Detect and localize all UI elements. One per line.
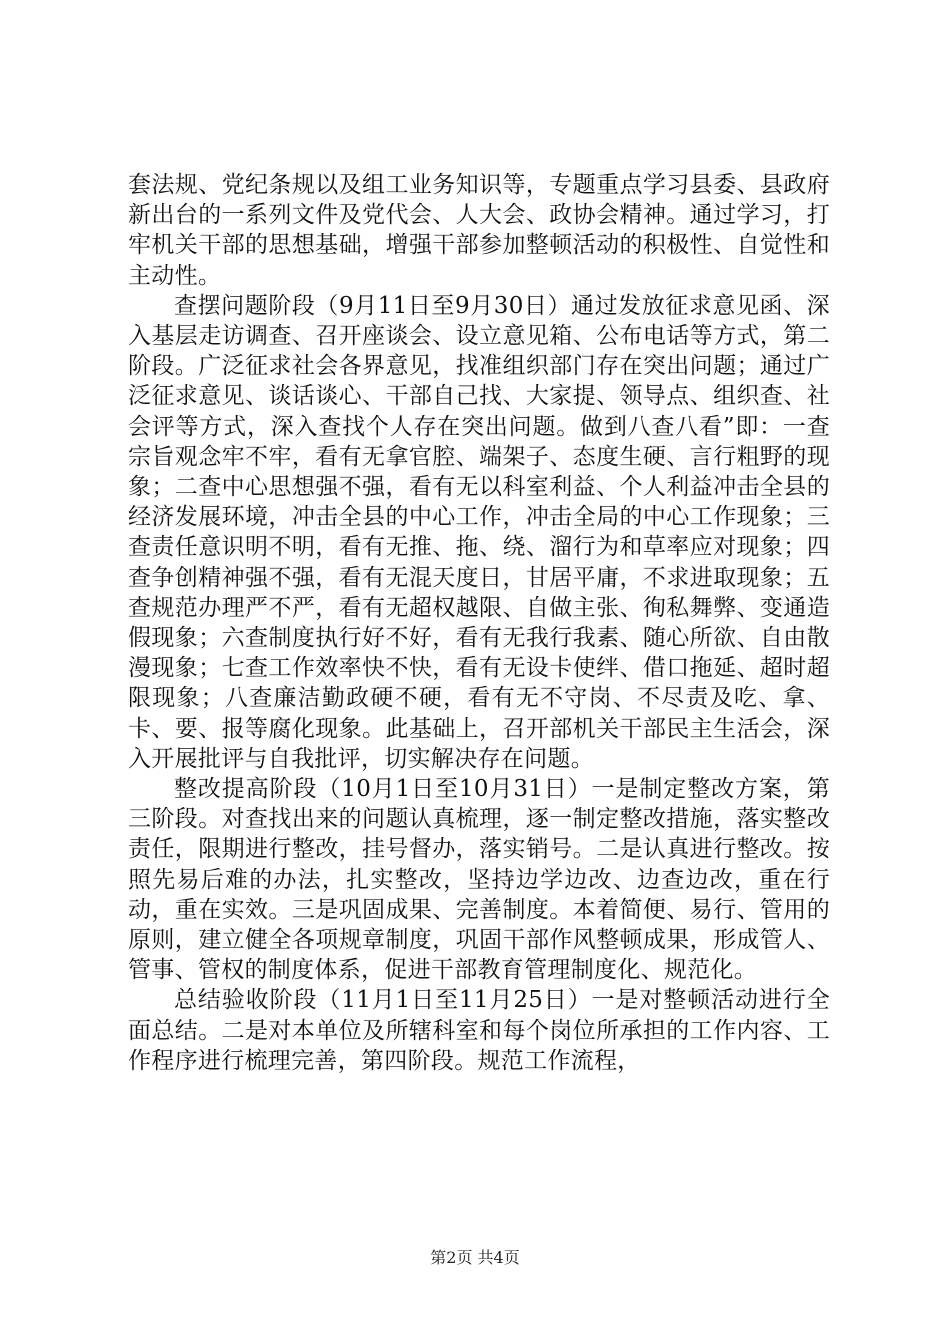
paragraph-stage-three: 整改提高阶段（10月1日至10月31日）一是制定整改方案，第三阶段。对查找出来的问题认真梳理，逐一制定整改措施，落实整改责任，限期进行整改，挂号督办，落实销号。二是认真进行整改。按照先易后难的办法，扎实整改，坚持边学边改、边查边改，重在行动，重在实效。三是巩固成果、完善制度。本着简便、易行、管用的原则，建立健全各项规章制度，巩固干部作风整顿成果，形成管人、管事、管权的制度体系，促进干部教育管理制度化、规范化。: [128, 776, 830, 984]
paragraph-stage-four: 总结验收阶段（11月1日至11月25日）一是对整顿活动进行全面总结。二是对本单位及所辖科室和每个岗位所承担的工作内容、工作程序进行梳理完善，第四阶段。规范工作流程，: [128, 987, 830, 1074]
paragraph-continued: 套法规、党纪条规以及组工业务知识等，专题重点学习县委、县政府新出台的一系列文件及党代会、人大会、政协会精神。通过学习，打牢机关干部的思想基础，增强干部参加整顿活动的积极性、自觉性和主动性。: [128, 172, 830, 289]
document-body: [128, 170, 830, 1076]
paragraph-stage-two: 查摆问题阶段（9月11日至9月30日）通过发放征求意见函、深入基层走访调查、召开座谈会、设立意见箱、公布电话等方式，第二阶段。广泛征求社会各界意见，找准组织部门存在突出问题；通过广泛征求意见、谈话谈心、干部自己找、大家提、领导点、组织查、社会评等方式，深入查找个人存在突出问题。做到八查八看”即：一查宗旨观念牢不牢，看有无拿官腔、端架子、态度生硬、言行粗野的现象；二查中心思想强不强，看有无以科室利益、个人利益冲击全县的经济发展环境，冲击全县的中心工作，冲击全局的中心工作现象；三查责任意识明不明，看有无推、拖、绕、溜行为和草率应对现象；四查争创精神强不强，看有无混天度日，甘居平庸，不求进取现象；五查规范办理严不严，看有无超权越限、自做主张、徇私舞弊、变通造假现象；六查制度执行好不好，看有无我行我素、随心所欲、自由散漫现象；七查工作效率快不快，看有无设卡使绊、借口拖延、超时超限现象；八查廉洁勤政硬不硬，看有无不守岗、不尽责及吃、拿、卡、要、报等腐化现象。此基础上，召开部机关干部民主生活会，深入开展批评与自我批评，切实解决存在问题。: [128, 292, 830, 772]
page-footer: 第2页 共4页: [430, 1248, 520, 1267]
